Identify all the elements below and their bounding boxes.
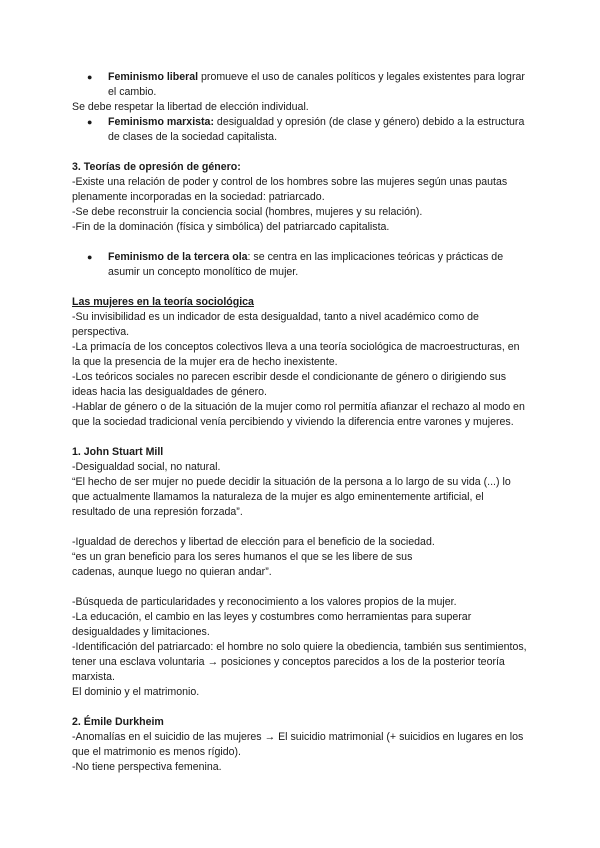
durkheim-p2: -No tiene perspectiva femenina. <box>72 761 222 773</box>
bullet-icon: ● <box>87 72 93 82</box>
list-item-liberal <box>72 70 530 100</box>
section-mill-title: 1. John Stuart Mill <box>72 446 164 458</box>
text-tercera: : se centra en las implicaciones teóricas y prácticas de asumir un concepto monolítico de mujer. <box>108 251 504 278</box>
teoria-line: -Los teóricos sociales no parecen escribir desde el condicionante de género o dirigiendo sus ideas hacia las desigualdades de género. <box>72 371 507 398</box>
mill-p6: -La educación, el cambio en las leyes y costumbres como herramientas para superar desigualdades y limitaciones. <box>72 611 472 638</box>
s3-line: -Existe una relación de poder y control de los hombres sobre las mujeres según unas pautas plenamente incorporadas en la sociedad: patriarcado. <box>72 176 508 203</box>
s3-line: -Se debe reconstruir la conciencia social (hombres, mujeres y su relación). <box>72 206 423 218</box>
mill-p5: -Búsqueda de particularidades y reconocimiento a los valores propios de la mujer. <box>72 596 457 608</box>
mill-p8: El dominio y el matrimonio. <box>72 686 200 698</box>
section-durkheim-title: 2. Émile Durkheim <box>72 716 164 728</box>
teoria-line: -Hablar de género o de la situación de la mujer como rol permitía afianzar el rechazo al modo en que la sociedad tradicional venía percibiendo y viviendo la diferencia entre varones y mujeres. <box>72 401 525 428</box>
section-teoria-title: Las mujeres en la teoría sociológica <box>72 296 254 308</box>
mill-p7: -Identificación del patriarcado: el hombre no solo quiere la obediencia, también sus sentimientos, tener una esclava voluntaria → posiciones y conceptos parecidos a los de la posterior teoría marxista. <box>72 641 527 683</box>
bullet-icon: ● <box>87 117 93 127</box>
teoria-line: -La primacía de los conceptos colectivos lleva a una teoría sociológica de macroestructuras, en la que la presencia de la mujer era de hecho inexistente. <box>72 341 520 368</box>
liberal-note: Se debe respetar la libertad de elección individual. <box>72 101 309 113</box>
mill-quote-1: “El hecho de ser mujer no puede decidir la situación de la persona a lo largo de su vida (...) lo que actualmente llamamos la naturaleza de la mujer es algo eminentemente artificial, el resultado de una represión forzada”. <box>72 476 511 518</box>
section-3-title: 3. Teorías de opresión de género: <box>72 161 241 173</box>
mill-quote-2: “es un gran beneficio para los seres humanos el que se les libere de sus cadenas, aunque luego no quieran andar”. <box>72 551 413 578</box>
text-liberal: promueve el uso de canales políticos y legales existentes para lograr el cambio. <box>108 71 525 98</box>
mill-p1: -Desigualdad social, no natural. <box>72 461 221 473</box>
list-item-marxista <box>72 115 530 145</box>
s3-line: -Fin de la dominación (física y simbólica) del patriarcado capitalista. <box>72 221 390 233</box>
mill-p3: -Igualdad de derechos y libertad de elección para el beneficio de la sociedad. <box>72 536 435 548</box>
term-tercera: Feminismo de la tercera ola <box>108 251 248 263</box>
list-item-tercera-ola <box>72 250 530 280</box>
durkheim-p1: -Anomalías en el suicidio de las mujeres → El suicidio matrimonial (+ suicidios en lugares en los que el matrimonio es menos rígido). <box>72 731 524 758</box>
text-marxista: desigualdad y opresión (de clase y género) debido a la estructura de clases de la sociedad capitalista. <box>108 116 525 143</box>
document-page <box>72 70 530 775</box>
bullet-icon: ● <box>87 252 93 262</box>
term-liberal: Feminismo liberal <box>108 71 199 83</box>
teoria-line: -Su invisibilidad es un indicador de esta desigualdad, tanto a nivel académico como de perspectiva. <box>72 311 479 338</box>
term-marxista: Feminismo marxista: <box>108 116 214 128</box>
